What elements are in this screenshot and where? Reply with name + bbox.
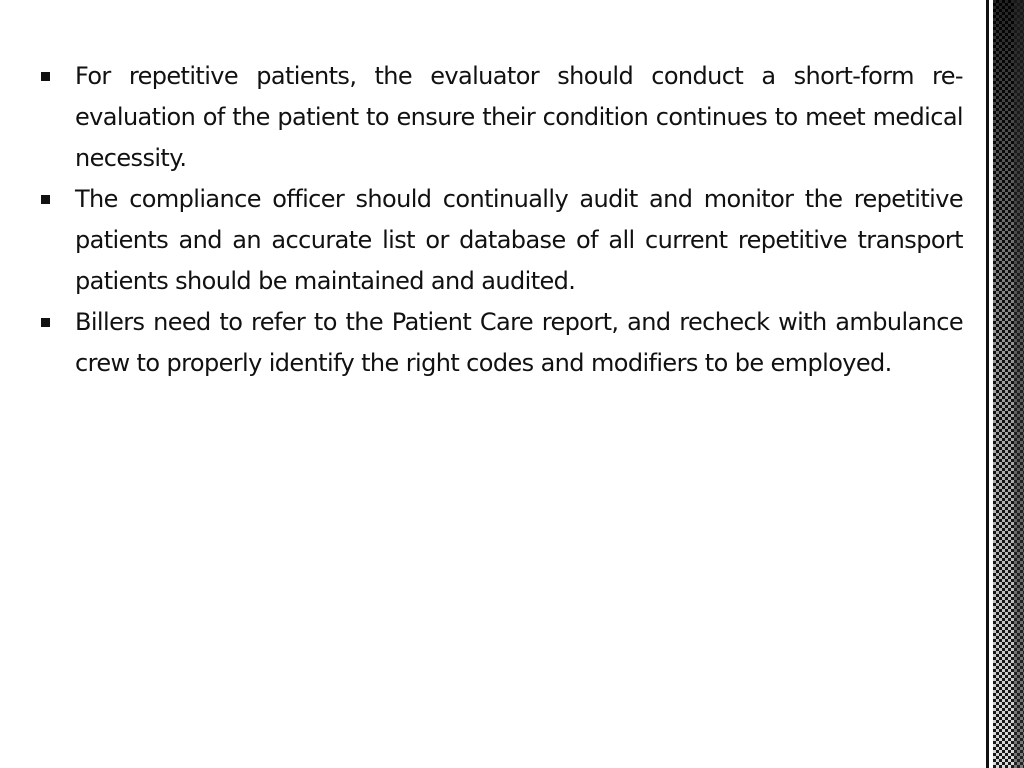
bullet-list	[36, 56, 963, 384]
bullet-text: The compliance officer should continually audit and monitor the repetitive patients and an accurate list or database of all current repetitive transport patients should be maintained and audited.	[75, 185, 963, 295]
square-bullet-icon	[41, 195, 50, 204]
slide-body	[36, 56, 963, 384]
bullet-item	[36, 56, 963, 179]
square-bullet-icon	[41, 72, 50, 81]
checker-pattern-graphic	[978, 0, 1024, 768]
square-bullet-icon	[41, 318, 50, 327]
bullet-text: Billers need to refer to the Patient Care report, and recheck with ambulance crew to properly identify the right codes and modifiers to be employed.	[75, 308, 963, 377]
decorative-border-strip	[978, 0, 1024, 768]
bullet-item	[36, 179, 963, 302]
bullet-item	[36, 302, 963, 384]
bullet-text: For repetitive patients, the evaluator should conduct a short-form re-evaluation of the patient to ensure their condition continues to meet medical necessity.	[75, 62, 963, 172]
